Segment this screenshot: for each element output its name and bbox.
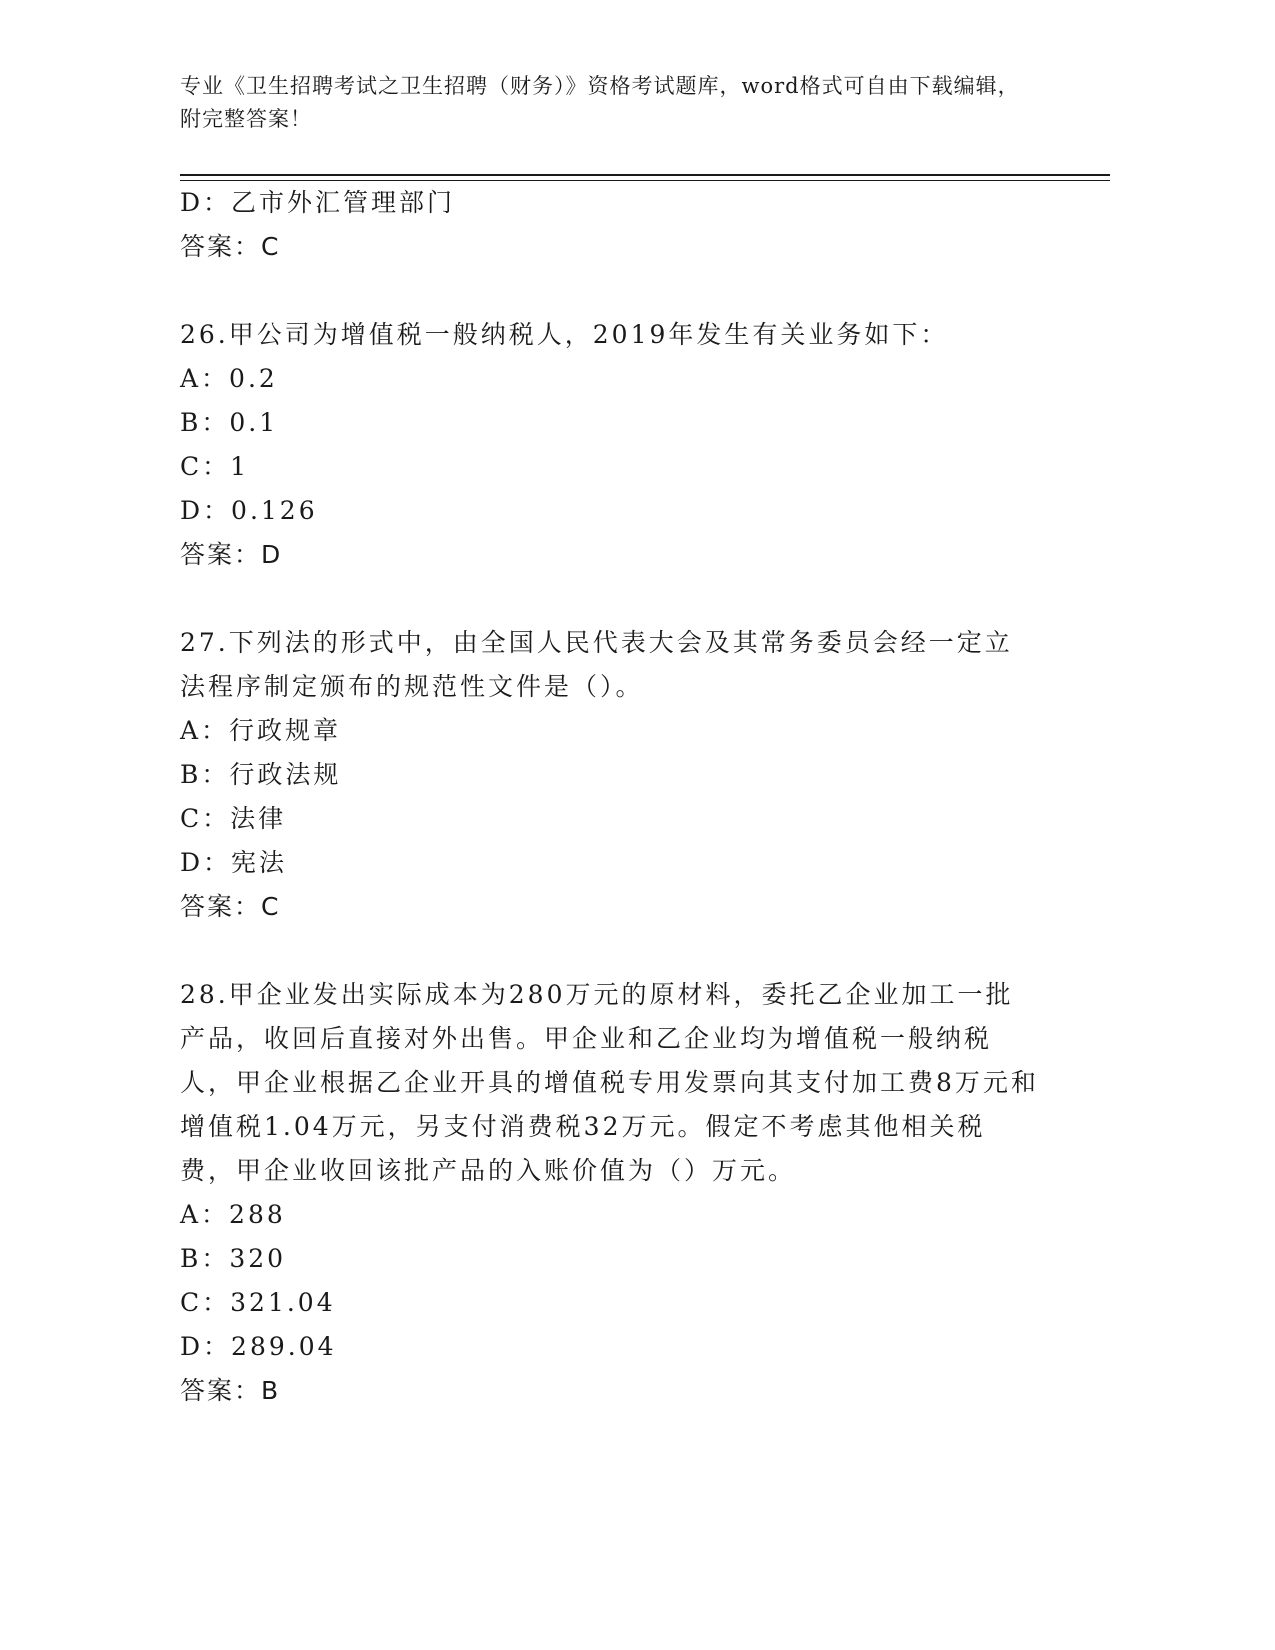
option-a: A：288 bbox=[180, 1200, 286, 1229]
question-27 bbox=[180, 621, 1110, 929]
answer-line: 答案：D bbox=[180, 540, 283, 569]
option-a: A：行政规章 bbox=[180, 716, 342, 745]
option-c: C：1 bbox=[180, 452, 250, 481]
question-28 bbox=[180, 973, 1110, 1413]
header-rule bbox=[180, 174, 1110, 181]
previous-question-tail bbox=[180, 181, 1110, 269]
option-b: B：行政法规 bbox=[180, 760, 342, 789]
answer-line: 答案：C bbox=[180, 232, 281, 261]
option-d: D：乙市外汇管理部门 bbox=[180, 188, 456, 217]
question-stem: 28.甲企业发出实际成本为280万元的原材料，委托乙企业加工一批产品，收回后直接对外出售。甲企业和乙企业均为增值税一般纳税人，甲企业根据乙企业开具的增值税专用发票向其支付加工费8万元和增值税1.04万元，另支付消费税32万元。假定不考虑其他相关税费，甲企业收回该批产品的入账价值为（）万元。 bbox=[180, 980, 1039, 1185]
option-b: B：0.1 bbox=[180, 408, 279, 437]
answer-line: 答案：C bbox=[180, 892, 281, 921]
option-d: D：0.126 bbox=[180, 496, 318, 525]
document-header: 专业《卫生招聘考试之卫生招聘（财务）》资格考试题库，word格式可自由下载编辑，附完整答案！ bbox=[180, 74, 1020, 131]
option-d: D：宪法 bbox=[180, 848, 288, 877]
question-stem: 26.甲公司为增值税一般纳税人，2019年发生有关业务如下： bbox=[180, 320, 949, 349]
option-c: C：法律 bbox=[180, 804, 287, 833]
question-stem: 27.下列法的形式中，由全国人民代表大会及其常务委员会经一定立法程序制定颁布的规范性文件是（）。 bbox=[180, 628, 1013, 701]
option-b: B：320 bbox=[180, 1244, 287, 1273]
document-page bbox=[180, 70, 1110, 1413]
question-26 bbox=[180, 313, 1110, 577]
option-d: D：289.04 bbox=[180, 1332, 337, 1361]
option-c: C：321.04 bbox=[180, 1288, 336, 1317]
option-a: A：0.2 bbox=[180, 364, 278, 393]
answer-line: 答案：B bbox=[180, 1376, 281, 1405]
